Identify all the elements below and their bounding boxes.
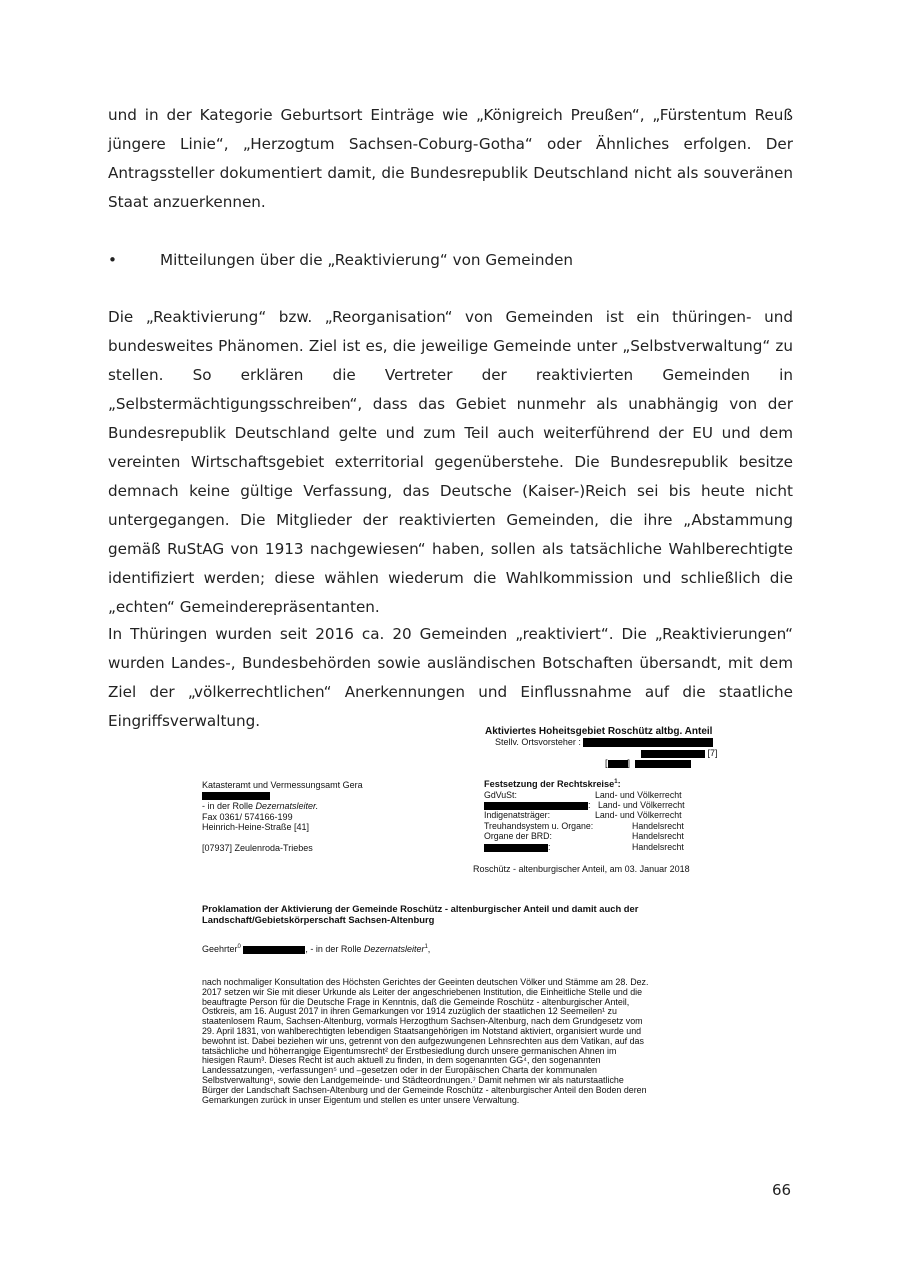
redaction-bar: [243, 946, 305, 954]
redaction-bar: [202, 792, 270, 800]
addr-city: [07937] Zeulenroda-Triebes: [202, 842, 313, 853]
letter-line: Gemarkungen zurück in unser Eigentum und stellen es unter unsere Verwaltung.: [202, 1094, 520, 1105]
rk-label: Indigenatsträger:: [484, 810, 551, 820]
letter-line: 29. April 1831, von wahlberechtigten lebendigen Staatsangehörigen im Notstand aktiviert, organisiert wurde und: [202, 1025, 642, 1036]
addr-rolle-line: [202, 801, 363, 812]
rk-value: Land- und Völkerrecht: [595, 810, 682, 820]
proclamation-title-line2: Landschaft/Gebietskörperschaft Sachsen-Altenburg: [202, 914, 435, 925]
proclamation-title-line1: Proklamation der Aktivierung der Gemeinde Roschütz - altenburgischer Anteil und damit auch der: [202, 903, 639, 914]
salutation-footnote: 0: [237, 944, 241, 950]
salutation-line: [202, 944, 430, 954]
scanned-letter-image: [195, 722, 730, 1122]
addr-street: Heinrich-Heine-Straße [41]: [202, 822, 310, 833]
rk-value: Land- und Völkerrecht: [598, 800, 685, 810]
salutation-rolle: Dezernatsleiter: [363, 944, 425, 954]
letter-line: staatenlosem Raum, Sachsen-Altenburg, vormals Herzogthum Sachsen-Altenburg, nach dem Grundgesetz vom: [202, 1016, 643, 1027]
salutation-word: Geehrter: [202, 944, 238, 954]
letter-line: Bürger der Landschaft Sachsen-Altenburg und der Gemeinde Roschütz - altenburgischer Anteil den Boden deren: [202, 1084, 647, 1095]
rk-label: :: [548, 842, 551, 852]
rk-value: Land- und Völkerrecht: [595, 790, 682, 800]
letter-line: beauftragte Person für die Deutsche Frage in Kenntnis, daß die Gemeinde Roschütz - altenburgischer Anteil,: [202, 996, 630, 1007]
addr-fax: Fax 0361/ 574166-199: [202, 811, 293, 822]
letter-header-stellv: [495, 737, 713, 747]
letter-date-line: Roschütz - altenburgischer Anteil, am 03. Januar 2018: [473, 864, 690, 874]
rk-label: :: [588, 800, 591, 810]
letter-line: Ostkreis, am 16. August 2017 in ihren Gemarkungen vor 1914 zuzüglich der staatlichen 12 Seemeilen¹ zu: [202, 1006, 617, 1017]
letter-line: bewohnt ist. Dabei beziehen wir uns, getrennt von den aufgezwungenen Lehnsrechten aus dem Vatikan, auf das: [202, 1035, 644, 1046]
paragraph-thueringen: In Thüringen wurden seit 2016 ca. 20 Gemeinden „reaktiviert“. Die „Reaktivierungen“ wurden Landes-, Bundesbehörden sowie ausländischen Botschaften übersandt, mit dem Ziel der „völkerrechtlichen“ Anerkennungen und Einflussnahme auf die staatliche Eingriffsverwaltung.: [108, 625, 793, 730]
redaction-bar: [635, 760, 691, 768]
rk-label-redacted: [484, 800, 590, 810]
recipient-address: [202, 780, 363, 854]
paragraph-reaktivierung: Die „Reaktivierung“ bzw. „Reorganisation“ von Gemeinden ist ein thüringen- und bundesweites Phänomen. Ziel ist es, die jeweilige Gemeinde unter „Selbstverwaltung“ zu stellen. So erklären die Vertreter der reaktivierten Gemeinden in „Selbstermächtigungsschreiben“, dass das Gebiet nunmehr als unabhängig von der Bundesrepublik Deutschland gelte und zum Teil auch weiterführend der EU und dem vereinten Wirtschaftsgebiet exterritorial gegenüberstehe. Die Bundesrepublik besitze demnach keine gültige Verfassung, das Deutsche (Kaiser-)Reich sei bis heute nicht untergegangen. Die Mitglieder der reaktivierten Gemeinden, die ihre „Abstammung gemäß RuStAG von 1913 nachgewiesen“ haben, sollen als tatsächliche Wahlberechtigte identifiziert werden; diese wählen wiederum die Wahlkommission und schließlich die „echten“ Gemeinderepräsentanten.: [108, 308, 793, 616]
bullet-dot-icon: •: [108, 251, 117, 269]
rk-title-text: Festsetzung der Rechtskreise: [484, 779, 615, 790]
letter-line: 2017 setzen wir Sie mit dieser Urkunde als Leiter der angeschriebenen Institution, die Einheitliche Stelle und die: [202, 986, 643, 997]
rk-label: GdVuSt:: [484, 790, 517, 800]
paragraph-geburtsort: und in der Kategorie Geburtsort Einträge wie „Königreich Preußen“, „Fürstentum Reuß jüngere Linie“, „Herzogtum Sachsen-Coburg-Gotha“ oder Ähnliches erfolgen. Der Antragssteller dokumentiert damit, die Bundesrepublik Deutschland nicht als souveränen Staat anzuerkennen.: [108, 106, 793, 211]
salutation-mid: , - in der Rolle: [305, 944, 364, 954]
rk-title-colon: :: [617, 779, 621, 790]
rk-label: Treuhandsystem u. Organe:: [484, 821, 594, 831]
rechtskreise-title: [484, 779, 621, 789]
redaction-bar: [583, 738, 713, 747]
stellv-label: Stellv. Ortsvorsteher :: [495, 737, 581, 747]
bracket-open: [: [605, 758, 608, 768]
page-number: 66: [772, 1181, 792, 1199]
rk-label-redacted: [484, 842, 550, 852]
redaction-bar: [484, 800, 591, 810]
letter-header-line2: [641, 748, 718, 758]
rk-title-footnote: 1: [614, 779, 618, 785]
rk-value: Handelsrecht: [632, 831, 684, 841]
salutation-footnote: 1: [424, 944, 428, 950]
letter-line: nach nochmaliger Konsultation des Höchsten Gerichtes der Geeinten deutschen Völker und Stämme am 28. Dez.: [202, 977, 649, 987]
rk-label: Organe der BRD:: [484, 831, 552, 841]
letter-body: [202, 978, 722, 1105]
redaction-bar: [608, 760, 628, 768]
redaction-bar: [484, 842, 551, 852]
bracket-close: ]: [627, 758, 631, 768]
letter-line: hiesigen Raum³. Dieses Recht ist auch aktuell zu finden, in dem sogenannten GG⁴, den sogenannten: [202, 1055, 601, 1066]
letter-header-title: Aktiviertes Hoheitsgebiet Roschütz altbg. Anteil: [485, 726, 713, 737]
proclamation-title: [202, 903, 638, 925]
redaction-bar: [641, 750, 705, 758]
rk-value: Handelsrecht: [632, 821, 684, 831]
addr-rolle: Dezernatsleiter.: [255, 801, 319, 812]
letter-header-line3: [605, 758, 691, 768]
letter-line: Selbstverwaltung⁶, sowie den Landgemeinde- und Städteordnungen.⁷ Damit nehmen wir als naturstaatliche: [202, 1074, 624, 1085]
salutation-end: ,: [427, 944, 431, 954]
bullet-text: Mitteilungen über die „Reaktivierung“ von Gemeinden: [160, 251, 574, 269]
letter-line: tatsächliche und höherrangige Eigentumsrecht² der Erstbesiedlung durch unsere germanischen Ahnen im: [202, 1045, 617, 1056]
letter-line: Landessatzungen, -verfassungen⁵ und –gesetzen oder in der Europäischen Charta der kommunalen: [202, 1065, 597, 1076]
addr-rolle-prefix: - in der Rolle: [202, 801, 256, 812]
addr-line1: Katasteramt und Vermessungsamt Gera: [202, 780, 363, 790]
rk-value: Handelsrecht: [632, 842, 684, 852]
header-bracket-ref: [7]: [707, 748, 718, 758]
